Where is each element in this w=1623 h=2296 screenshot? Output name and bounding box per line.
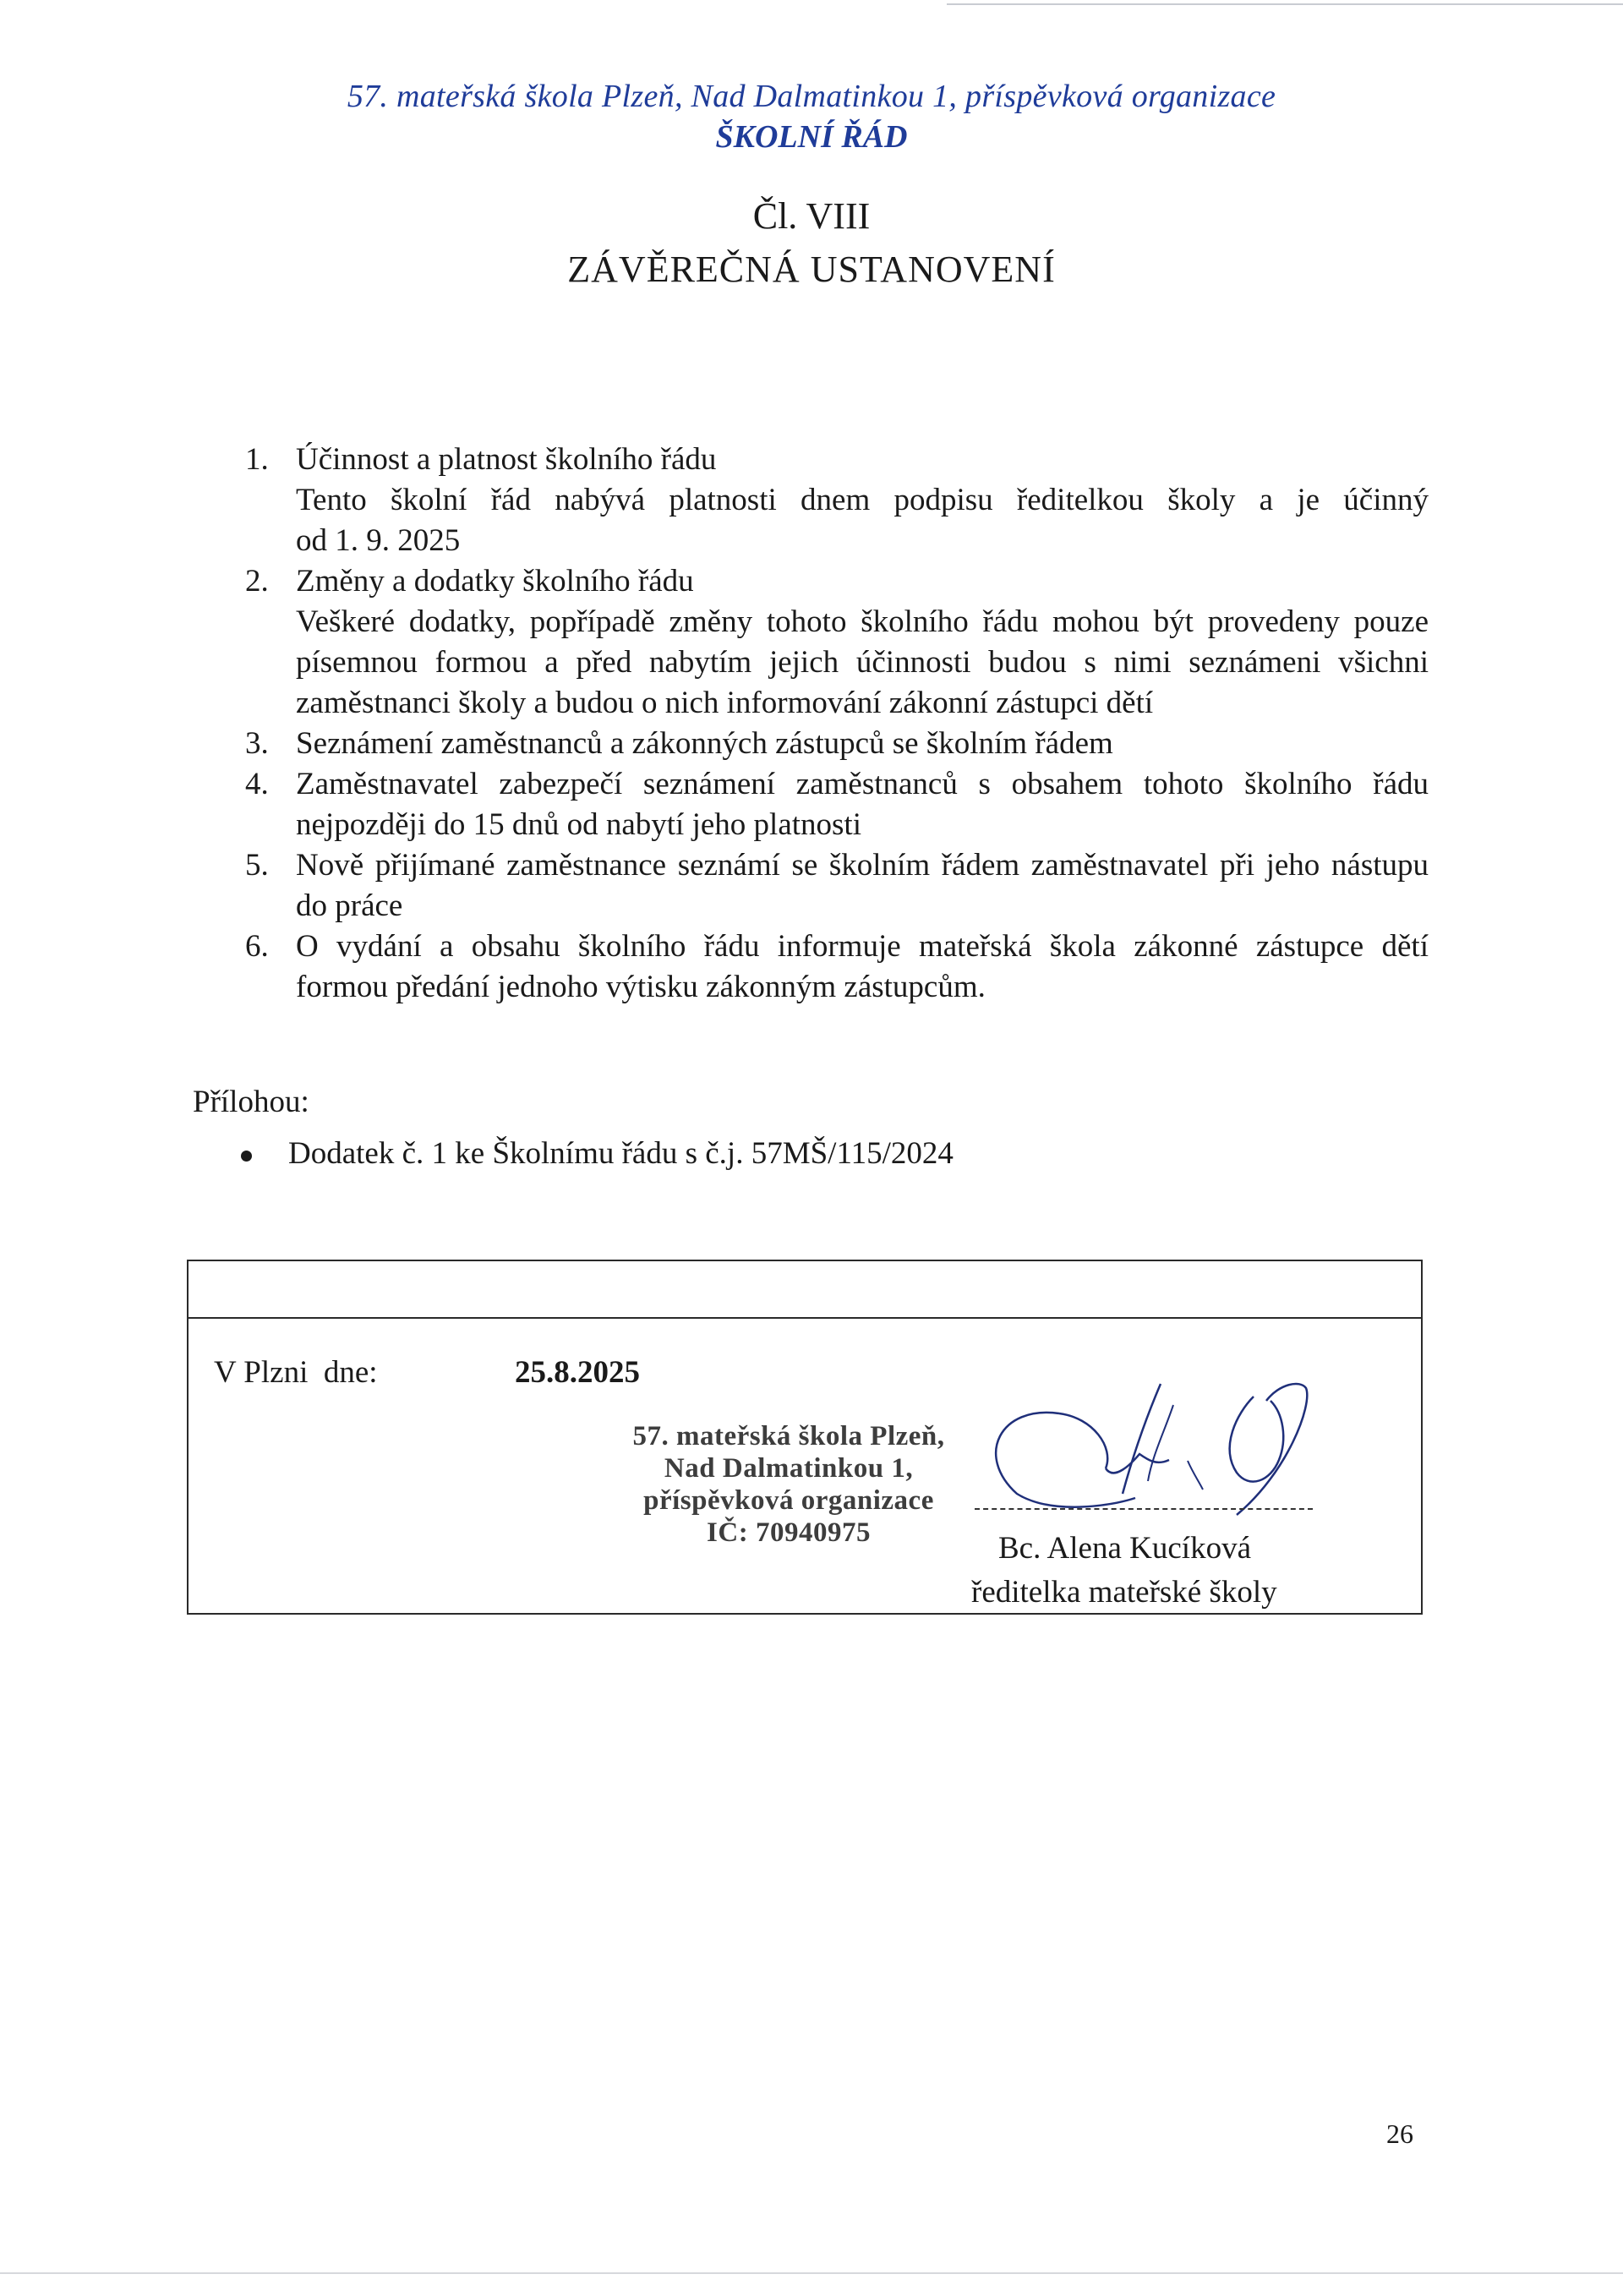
provision-line: Tento školní řád nabývá platnosti dnem podpisu ředitelkou školy a je účinný	[296, 483, 1429, 517]
provision-heading: O vydání a obsahu školního řádu informuje mateřská škola zákonné zástupce dětí	[296, 929, 1429, 964]
school-name-header: 57. mateřská škola Plzeň, Nad Dalmatinkou 1, příspěvková organizace	[347, 79, 1276, 114]
signature-box-divider	[189, 1317, 1421, 1319]
provision-number: 1.	[245, 442, 269, 477]
document-title-header: ŠKOLNÍ ŘÁD	[715, 119, 908, 155]
provision-number: 5.	[245, 848, 269, 883]
provision-item-6	[245, 927, 1429, 1008]
bottom-edge-rule	[0, 2272, 1623, 2274]
appendix-label: Přílohou:	[193, 1085, 309, 1119]
provision-item-3	[245, 724, 1429, 764]
stamp-line: Nad Dalmatinkou 1,	[664, 1453, 914, 1484]
article-number: Čl. VIII	[752, 195, 871, 237]
page-number: 26	[1386, 2118, 1413, 2149]
provision-line: Veškeré dodatky, popřípadě změny tohoto školního řádu mohou být provedeny pouze	[296, 604, 1429, 639]
signer-role: ředitelka mateřské školy	[971, 1575, 1277, 1610]
provisions-list	[245, 440, 1429, 1008]
provisions-section	[245, 440, 1429, 1008]
handwritten-signature	[966, 1380, 1330, 1528]
provision-line: písemnou formou a před nabytím jejich účinnosti budou s nimi seznámeni všichni	[296, 645, 1429, 680]
provision-number: 6.	[245, 929, 269, 964]
bullet-icon	[241, 1151, 252, 1162]
provision-heading: Změny a dodatky školního řádu	[296, 564, 694, 599]
top-edge-rule	[947, 3, 1623, 5]
stamp-line: 57. mateřská škola Plzeň,	[632, 1421, 945, 1451]
signature-line	[975, 1508, 1313, 1510]
signature-box	[187, 1260, 1423, 1615]
provision-item-5	[245, 845, 1429, 927]
provision-number: 4.	[245, 767, 269, 801]
appendix-item	[241, 1135, 954, 1172]
place-date-label: V Plzni dne:	[214, 1355, 378, 1390]
provision-item-2	[245, 561, 1429, 724]
signer-name: Bc. Alena Kucíková	[998, 1531, 1251, 1566]
provision-heading: Nově přijímané zaměstnance seznámí se školním řádem zaměstnavatel při jeho nástupu	[296, 848, 1429, 883]
stamp-line: příspěvková organizace	[643, 1485, 934, 1516]
provision-item-1	[245, 440, 1429, 561]
provision-heading: Zaměstnavatel zabezpečí seznámení zaměstnanců s obsahem tohoto školního řádu	[296, 767, 1429, 801]
provision-line: od 1. 9. 2025	[296, 523, 461, 558]
appendix-item-text: Dodatek č. 1 ke Školnímu řádu s č.j. 57MŠ/115/2024	[288, 1136, 954, 1171]
provision-line: do práce	[296, 888, 403, 923]
stamp-line: IČ: 70940975	[707, 1517, 871, 1548]
provision-heading: Seznámení zaměstnanců a zákonných zástupců se školním řádem	[296, 726, 1113, 761]
article-title: ZÁVĚREČNÁ USTANOVENÍ	[567, 249, 1056, 290]
provision-line: nejpozději do 15 dnů od nabytí jeho platnosti	[296, 807, 861, 842]
signing-date: 25.8.2025	[515, 1355, 640, 1390]
school-stamp	[594, 1420, 983, 1549]
provision-number: 3.	[245, 726, 269, 761]
provision-item-4	[245, 764, 1429, 845]
provision-heading: Účinnost a platnost školního řádu	[296, 442, 717, 477]
provision-number: 2.	[245, 564, 269, 599]
provision-line: formou předání jednoho výtisku zákonným zástupcům.	[296, 970, 986, 1004]
provision-line: zaměstnanci školy a budou o nich informování zákonní zástupci dětí	[296, 686, 1154, 720]
